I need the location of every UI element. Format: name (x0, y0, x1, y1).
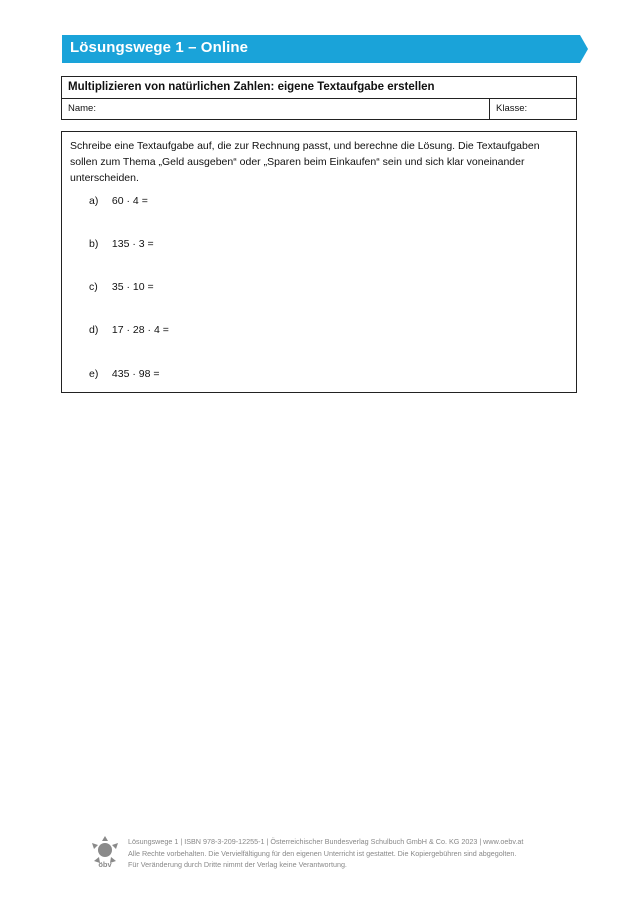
exercise-b (89, 238, 154, 250)
exercise-letter: e) (89, 368, 99, 380)
name-field[interactable] (62, 99, 490, 119)
worksheet-title: Multiplizieren von natürlichen Zahlen: eigene Textaufgabe erstellen (62, 77, 576, 99)
exercise-a (89, 195, 148, 207)
exercise-expression: 35 · 10 = (111, 281, 154, 293)
banner-title: Lösungswege 1 – Online (70, 39, 249, 56)
exercise-letter: d) (89, 324, 99, 336)
footer-line-1: Lösungswege 1 | ISBN 978-3-209-12255-1 | Österreichischer Bundesverlag Schulbuch GmbH & Co. KG 2023 | www.oebv.at (128, 837, 524, 846)
class-field[interactable] (490, 99, 576, 119)
exercise-expression: 435 · 98 = (111, 368, 160, 380)
oebv-logo-icon (89, 835, 121, 869)
exercise-letter: b) (89, 238, 99, 250)
exercise-letter: a) (89, 195, 99, 207)
exercise-expression: 17 · 28 · 4 = (111, 324, 169, 336)
exercise-expression: 60 · 4 = (111, 195, 148, 207)
class-label: Klasse: (496, 103, 528, 114)
exercise-expression: 135 · 3 = (111, 238, 154, 250)
exercise-c (89, 281, 154, 293)
footer-line-3: Für Veränderung durch Dritte nimmt der Verlag keine Verantwortung. (128, 860, 347, 869)
footer-text (128, 836, 523, 871)
task-instructions: Schreibe eine Textaufgabe auf, die zur Rechnung passt, und berechne die Lösung. Die Textaufgaben sollen zum Thema „Geld ausgeben“ oder „Sparen beim Einkaufen“ sein und sich klar voneinander unterscheiden. (70, 140, 540, 184)
logo-text: öbv (98, 860, 112, 869)
exercise-d (89, 324, 169, 336)
exercise-e (89, 368, 160, 380)
worksheet-header (61, 76, 577, 120)
name-label: Name: (68, 103, 96, 114)
footer-line-2: Alle Rechte vorbehalten. Die Vervielfältigung für den eigenen Unterricht ist gestattet. Die Kopiergebühren sind abgegolten. (128, 848, 517, 858)
exercise-letter: c) (89, 281, 98, 293)
task-box (61, 131, 577, 393)
title-banner (62, 35, 588, 63)
